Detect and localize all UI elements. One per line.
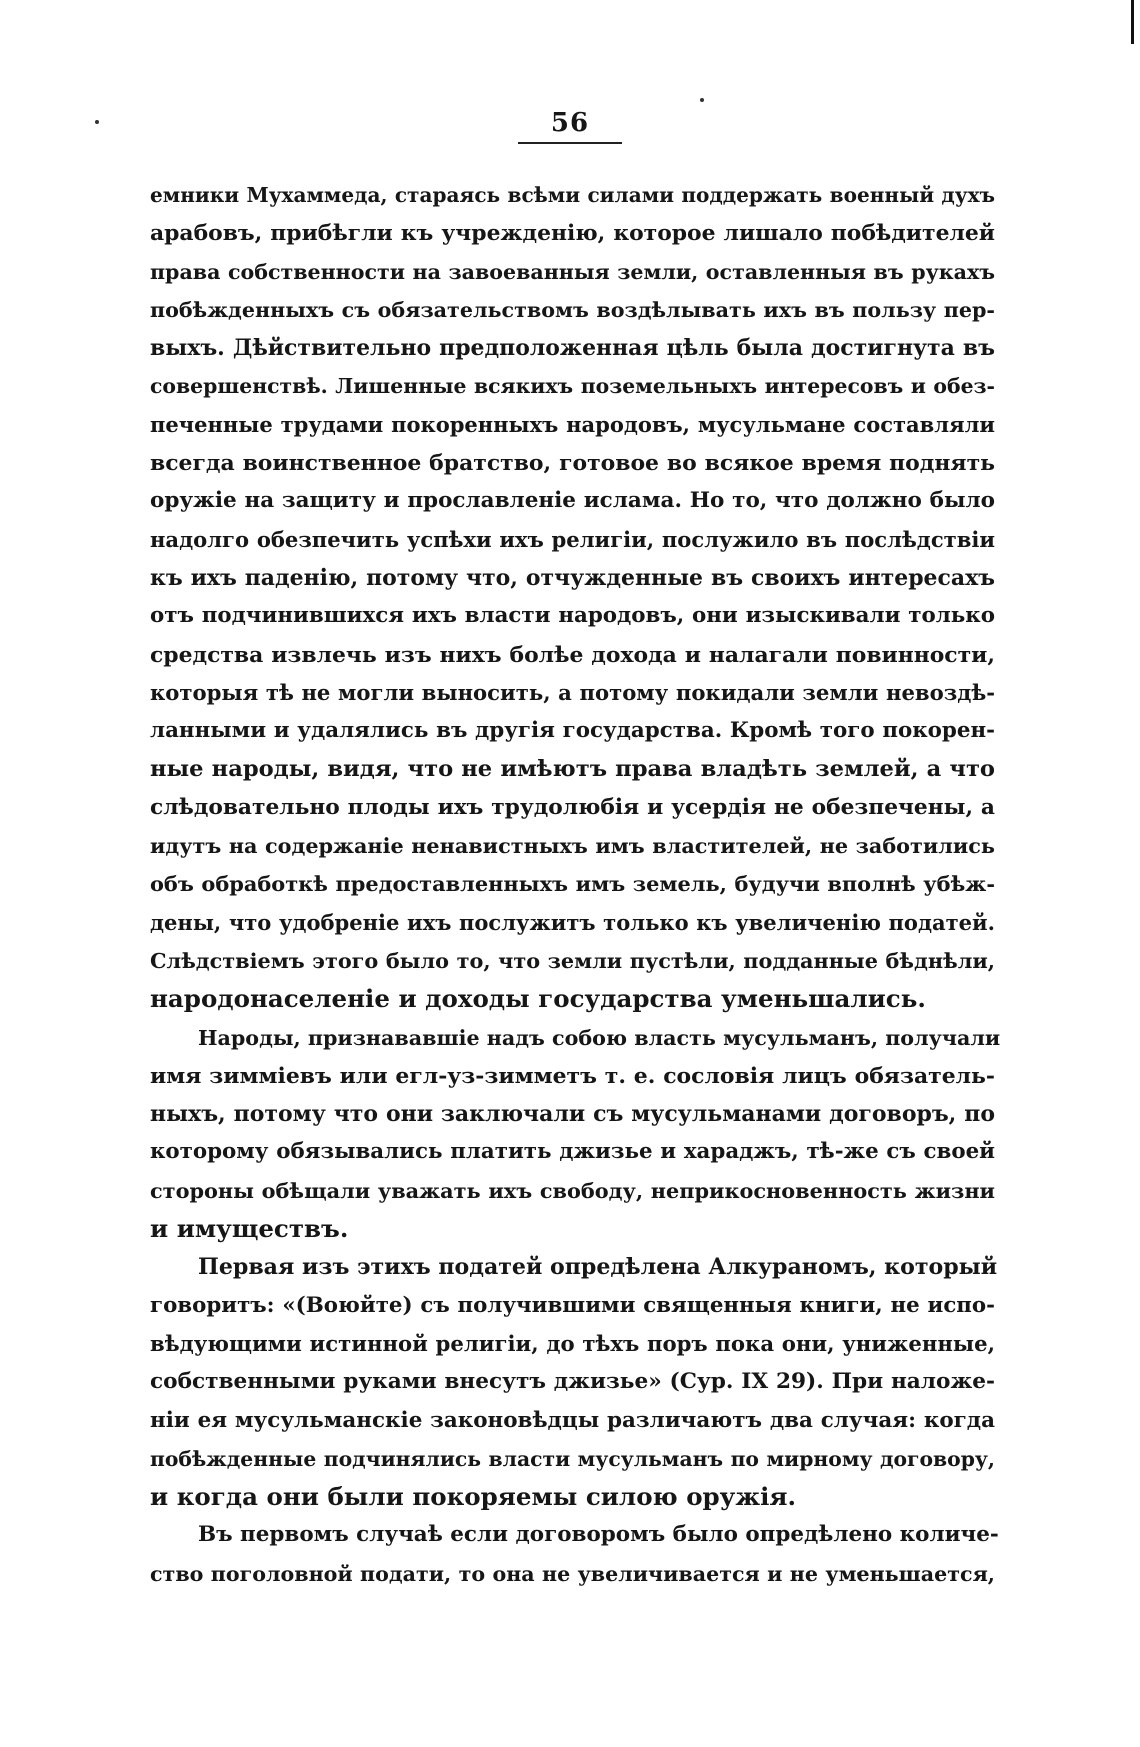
text-line: выхъ. Дѣйствительно предположенная цѣль была достигнута въ [150,335,995,362]
text-line: вѣдующими истинной религіи, до тѣхъ поръ пока они, униженные, [150,1330,995,1356]
text-line: надолго обезпечить успѣхи ихъ религіи, послужило въ послѣдствіи [150,526,995,552]
paragraph-4 [150,1516,999,1593]
text-line: печенные трудами покоренныхъ народовъ, мусульмане составляли [150,411,995,437]
text-line: Слѣдствіемъ этого было то, что земли пустѣли, подданные бѣднѣли, [150,947,995,973]
text-line: которому обязывались платить джизье и хараджъ, тѣ-же съ своей [150,1139,995,1165]
text-line: говоритъ: «(Воюйте) съ получившими священныя книги, не испо- [150,1292,995,1318]
page-number: 56 [550,108,590,138]
body-text [150,176,1001,1593]
text-line: оружіе на защиту и прославленіе ислама. Но то, что должно было [150,488,995,514]
text-line: средства извлечь изъ нихъ болѣе дохода и налагали повинности, [150,641,995,668]
text-line: Въ первомъ случаѣ если договоромъ было опредѣлено количе- [198,1522,999,1548]
text-line: стороны обѣщали уважать ихъ свободу, неприкосновенность жизни [150,1177,995,1203]
text-line: которыя тѣ не могли выносить, а потому покидали земли невоздѣ- [150,679,995,705]
paragraph-2 [150,1019,1001,1249]
text-line: ніи ея мусульманскіе законовѣдцы различаютъ два случая: когда [150,1407,995,1433]
text-line: побѣжденные подчинялись власти мусульманъ по мирному договору, [150,1446,995,1471]
text-line: Народы, признававшіе надъ собою власть мусульманъ, получали [198,1025,1001,1050]
text-line: права собственности на завоеванныя земли, оставленныя въ рукахъ [150,259,995,284]
text-line: къ ихъ паденію, потому что, отчужденные въ своихъ интересахъ [150,564,995,591]
text-line: емники Мухаммеда, стараясь всѣми силами поддержать военный духъ [150,183,995,207]
text-line: побѣжденныхъ съ обязательствомъ воздѣлывать ихъ въ пользу пер- [150,297,995,322]
page-number-rule [518,142,622,144]
text-line: народонаселеніе и доходы государства уменьшались. [150,984,926,1014]
text-line: совершенствѣ. Лишенные всякихъ поземельныхъ интересовъ и обез- [150,374,995,399]
text-line: объ обработкѣ предоставленныхъ имъ земель, будучи вполнѣ убѣж- [150,871,995,897]
text-line: собственными руками внесутъ джизье» (Сур. IX 29). При наложе- [150,1369,995,1395]
scan-edge-mark [1131,0,1134,44]
scan-speck [95,120,99,124]
paragraph-3 [150,1248,998,1516]
text-line: идутъ на содержаніе ненавистныхъ имъ властителей, не заботились [150,834,995,859]
text-line: ланными и удалялись въ другія государства. Кромѣ того покорен- [150,718,995,744]
text-line: арабовъ, прибѣгли къ учрежденію, которое лишало побѣдителей [150,220,995,247]
text-line: слѣдовательно плоды ихъ трудолюбія и усердія не обезпечены, а [150,794,995,820]
text-line: и имуществъ. [150,1214,349,1244]
text-line: всегда воинственное братство, готовое во всякое время поднять [150,450,995,477]
text-line: ные народы, видя, что не имѣютъ права владѣть землей, а что [150,756,995,783]
scan-speck [700,98,704,102]
text-line: Первая изъ этихъ податей опредѣлена Алкураномъ, который [198,1254,998,1281]
text-line: и когда они были покоряемы силою оружія. [150,1482,797,1512]
text-line: имя зимміевъ или егл-уз-зимметъ т. е. сословія лицъ обязатель- [150,1062,995,1089]
text-line: отъ подчинившихся ихъ власти народовъ, они изыскивали только [150,603,995,629]
text-line: ство поголовной подати, то она не увеличивается и не уменьшается, [150,1561,995,1586]
text-line: дены, что удобреніе ихъ послужитъ только къ увеличенію податей. [150,909,995,935]
text-line: ныхъ, потому что они заключали съ мусульманами договоръ, по [150,1101,995,1128]
paragraph-1 [150,176,995,1019]
